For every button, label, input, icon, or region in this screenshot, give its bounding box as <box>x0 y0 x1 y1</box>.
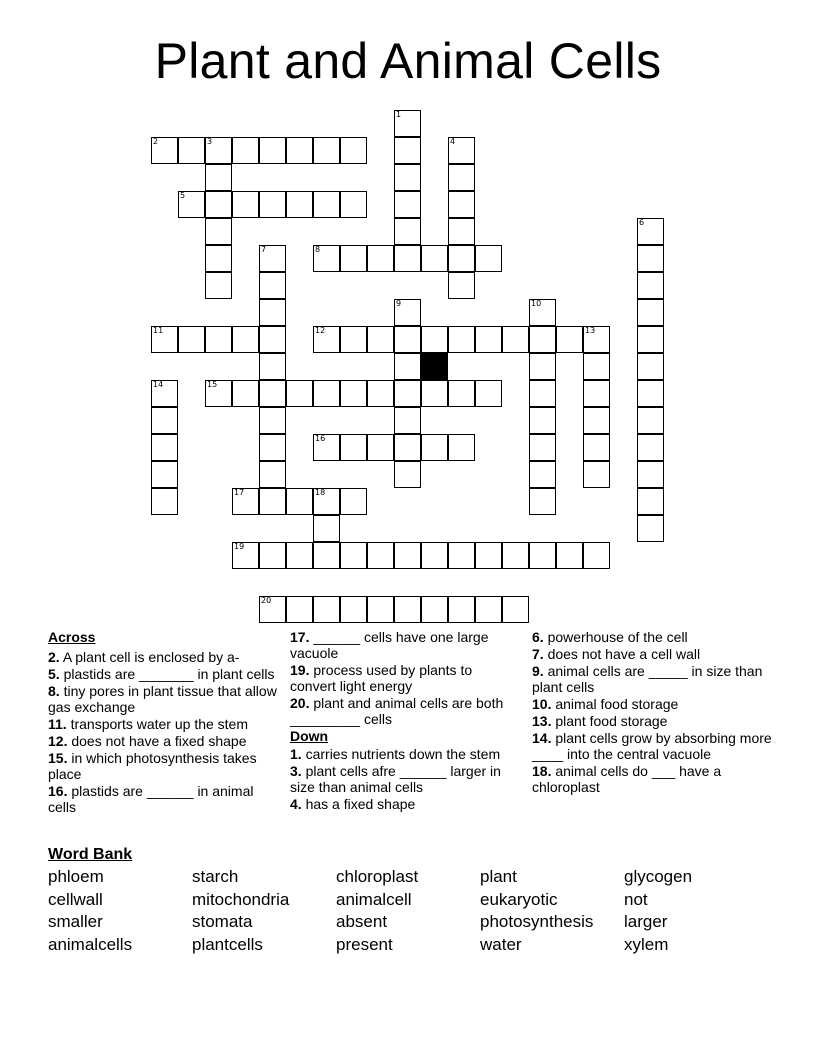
crossword-cell[interactable] <box>232 380 259 407</box>
clue-number: 7 <box>261 245 267 254</box>
crossword-cell[interactable] <box>259 299 286 326</box>
crossword-cell[interactable] <box>421 434 448 461</box>
crossword-cell[interactable] <box>232 137 259 164</box>
crossword-cell[interactable] <box>313 542 340 569</box>
down-clue <box>532 730 772 762</box>
crossword-cell[interactable] <box>502 596 529 623</box>
crossword-cell[interactable] <box>205 191 232 218</box>
word-bank-word: animalcell <box>336 889 412 909</box>
clue-text: tiny pores in plant tissue that allow gas exchange <box>48 683 277 715</box>
across-clue <box>290 629 516 661</box>
clue-number: 18. <box>532 763 552 779</box>
clue-number: 19 <box>234 542 245 551</box>
crossword-cell[interactable] <box>178 326 205 353</box>
crossword-cell[interactable] <box>313 326 340 353</box>
down-clue <box>290 746 516 762</box>
crossword-cell[interactable] <box>637 434 664 461</box>
clue-number: 18 <box>315 488 326 497</box>
crossword-cell[interactable] <box>286 191 313 218</box>
crossword-cell[interactable] <box>583 380 610 407</box>
crossword-cell[interactable] <box>259 461 286 488</box>
down-clue <box>290 763 516 795</box>
clue-number: 14. <box>532 730 552 746</box>
crossword-cell[interactable] <box>529 299 556 326</box>
crossword-cell[interactable] <box>475 245 502 272</box>
word-bank-word: present <box>336 934 393 954</box>
crossword-cell[interactable] <box>637 299 664 326</box>
crossword-cell[interactable] <box>340 596 367 623</box>
clue-number: 16 <box>315 434 326 443</box>
clue-text: plant food storage <box>555 713 668 729</box>
crossword-cell[interactable] <box>529 488 556 515</box>
clue-text: plant cells grow by absorbing more ____ into the central vacuole <box>532 730 772 762</box>
crossword-cell[interactable] <box>313 191 340 218</box>
crossword-cell[interactable] <box>637 272 664 299</box>
clue-number: 14 <box>153 380 164 389</box>
crossword-cell[interactable] <box>313 488 340 515</box>
crossword-cell[interactable] <box>394 245 421 272</box>
crossword-cell[interactable] <box>394 407 421 434</box>
crossword-cell[interactable] <box>205 218 232 245</box>
crossword-cell[interactable] <box>313 596 340 623</box>
across-heading: Across <box>48 629 96 645</box>
crossword-cell[interactable] <box>205 380 232 407</box>
blocked-cell <box>421 353 448 380</box>
crossword-cell[interactable] <box>178 137 205 164</box>
crossword-cell[interactable] <box>583 542 610 569</box>
crossword-cell[interactable] <box>448 272 475 299</box>
crossword-cell[interactable] <box>151 488 178 515</box>
word-bank-word: cellwall <box>48 889 103 909</box>
clue-number: 6 <box>639 218 645 227</box>
clue-column-1 <box>48 629 280 816</box>
crossword-cell[interactable] <box>367 326 394 353</box>
clue-text: ______ cells have one large vacuole <box>290 629 489 661</box>
crossword-cell[interactable] <box>178 191 205 218</box>
clue-text: in which photosynthesis takes place <box>48 750 257 782</box>
crossword-cell[interactable] <box>448 191 475 218</box>
crossword-cell[interactable] <box>448 245 475 272</box>
crossword-cell[interactable] <box>259 488 286 515</box>
crossword-cell[interactable] <box>394 353 421 380</box>
crossword-cell[interactable] <box>151 380 178 407</box>
across-clue <box>48 716 280 732</box>
crossword-cell[interactable] <box>340 191 367 218</box>
crossword-cell[interactable] <box>556 542 583 569</box>
crossword-cell[interactable] <box>448 164 475 191</box>
across-clue <box>48 750 280 782</box>
across-clue <box>290 695 516 727</box>
crossword-cell[interactable] <box>529 407 556 434</box>
clue-number: 17 <box>234 488 245 497</box>
crossword-cell[interactable] <box>448 137 475 164</box>
clue-text: plant and animal cells are both _________ cells <box>290 695 504 727</box>
word-bank-word: plantcells <box>192 934 263 954</box>
crossword-cell[interactable] <box>205 272 232 299</box>
crossword-cell[interactable] <box>340 542 367 569</box>
crossword-cell[interactable] <box>151 434 178 461</box>
down-clue <box>532 713 772 729</box>
clue-text: carries nutrients down the stem <box>305 746 501 762</box>
clue-text: does not have a cell wall <box>547 646 701 662</box>
crossword-cell[interactable] <box>529 326 556 353</box>
clue-text: powerhouse of the cell <box>547 629 688 645</box>
crossword-cell[interactable] <box>313 380 340 407</box>
crossword-cell[interactable] <box>259 245 286 272</box>
word-bank-word: photosynthesis <box>480 912 594 931</box>
clue-text: plastids are _______ in plant cells <box>63 666 275 682</box>
down-clue <box>532 696 772 712</box>
word-bank-word: larger <box>624 912 668 931</box>
crossword-cell[interactable] <box>286 596 313 623</box>
crossword-cell[interactable] <box>232 191 259 218</box>
clue-text: plant cells afre ______ larger in size than animal cells <box>290 763 501 795</box>
crossword-cell[interactable] <box>583 407 610 434</box>
crossword-cell[interactable] <box>475 596 502 623</box>
crossword-cell[interactable] <box>367 245 394 272</box>
crossword-cell[interactable] <box>151 461 178 488</box>
clue-number: 2 <box>153 137 159 146</box>
word-bank-word: phloem <box>48 867 104 886</box>
clue-number: 3 <box>207 137 213 146</box>
clue-number: 3. <box>290 763 302 779</box>
crossword-cell[interactable] <box>475 542 502 569</box>
crossword-cell[interactable] <box>232 542 259 569</box>
crossword-cell[interactable] <box>151 326 178 353</box>
clue-text: animal food storage <box>555 696 679 712</box>
clue-text: transports water up the stem <box>70 716 249 732</box>
word-bank-word: starch <box>192 867 239 886</box>
crossword-cell[interactable] <box>205 164 232 191</box>
clue-number: 17. <box>290 629 310 645</box>
crossword-cell[interactable] <box>340 380 367 407</box>
clue-number: 10. <box>532 696 552 712</box>
word-bank-word: absent <box>336 912 388 931</box>
crossword-cell[interactable] <box>394 191 421 218</box>
clue-number: 1 <box>396 110 402 119</box>
crossword-cell[interactable] <box>637 353 664 380</box>
word-bank-word: not <box>624 889 648 909</box>
crossword-cell[interactable] <box>340 137 367 164</box>
crossword-cell[interactable] <box>394 434 421 461</box>
crossword-cell[interactable] <box>637 218 664 245</box>
crossword-cell[interactable] <box>340 245 367 272</box>
crossword-cell[interactable] <box>340 434 367 461</box>
crossword-cell[interactable] <box>394 164 421 191</box>
clue-text: plastids are ______ in animal cells <box>48 783 254 815</box>
clue-column-3 <box>532 629 772 796</box>
crossword-cell[interactable] <box>637 515 664 542</box>
clue-text: animal cells do ___ have a chloroplast <box>532 763 722 795</box>
word-bank-heading: Word Bank <box>48 846 133 863</box>
crossword-cell[interactable] <box>556 326 583 353</box>
word-bank-word: eukaryotic <box>480 889 558 909</box>
crossword-cell[interactable] <box>394 218 421 245</box>
crossword-cell[interactable] <box>583 353 610 380</box>
crossword-cell[interactable] <box>394 299 421 326</box>
down-heading: Down <box>290 728 329 744</box>
crossword-cell[interactable] <box>205 326 232 353</box>
crossword-cell[interactable] <box>313 245 340 272</box>
clue-number: 12 <box>315 326 326 335</box>
crossword-cell[interactable] <box>475 380 502 407</box>
clue-number: 13. <box>532 713 552 729</box>
clue-number: 11. <box>48 716 67 732</box>
crossword-cell[interactable] <box>475 326 502 353</box>
clue-number: 15 <box>207 380 218 389</box>
down-clue <box>532 663 772 695</box>
clue-number: 20 <box>261 596 272 605</box>
crossword-cell[interactable] <box>529 542 556 569</box>
word-bank-word: mitochondria <box>192 889 290 909</box>
crossword-cell[interactable] <box>529 353 556 380</box>
crossword-cell[interactable] <box>205 245 232 272</box>
clue-number: 8 <box>315 245 321 254</box>
crossword-cell[interactable] <box>367 596 394 623</box>
clue-number: 8. <box>48 683 60 699</box>
crossword-cell[interactable] <box>448 326 475 353</box>
down-clue <box>532 629 772 645</box>
clue-number: 4. <box>290 796 302 812</box>
crossword-cell[interactable] <box>448 596 475 623</box>
crossword-cell[interactable] <box>394 461 421 488</box>
crossword-cell[interactable] <box>448 380 475 407</box>
crossword-cell[interactable] <box>313 137 340 164</box>
down-clue <box>532 763 772 795</box>
crossword-cell[interactable] <box>286 137 313 164</box>
crossword-cell[interactable] <box>259 353 286 380</box>
across-clue <box>48 683 280 715</box>
crossword-cell[interactable] <box>367 380 394 407</box>
crossword-cell[interactable] <box>259 434 286 461</box>
crossword-cell[interactable] <box>232 488 259 515</box>
crossword-cell[interactable] <box>502 542 529 569</box>
clue-number: 10 <box>531 299 542 308</box>
crossword-cell[interactable] <box>151 407 178 434</box>
crossword-cell[interactable] <box>448 218 475 245</box>
crossword-cell[interactable] <box>367 434 394 461</box>
crossword-cell[interactable] <box>448 542 475 569</box>
crossword-cell[interactable] <box>340 488 367 515</box>
clue-number: 9 <box>396 299 402 308</box>
crossword-cell[interactable] <box>502 326 529 353</box>
crossword-cell[interactable] <box>421 596 448 623</box>
clue-text: does not have a fixed shape <box>71 733 247 749</box>
clue-number: 5 <box>180 191 186 200</box>
clue-number: 5. <box>48 666 60 682</box>
clue-number: 15. <box>48 750 68 766</box>
word-bank-word: stomata <box>192 912 253 931</box>
crossword-cell[interactable] <box>529 434 556 461</box>
crossword-cell[interactable] <box>205 137 232 164</box>
crossword-cell[interactable] <box>259 596 286 623</box>
crossword-cell[interactable] <box>448 434 475 461</box>
word-bank-word: water <box>480 934 522 954</box>
crossword-cell[interactable] <box>421 380 448 407</box>
word-bank-word: smaller <box>48 912 103 931</box>
crossword-cell[interactable] <box>529 461 556 488</box>
crossword-cell[interactable] <box>394 110 421 137</box>
word-bank <box>48 867 788 957</box>
clue-number: 4 <box>450 137 456 146</box>
crossword-cell[interactable] <box>259 380 286 407</box>
crossword-cell[interactable] <box>529 380 556 407</box>
clue-text: animal cells are _____ in size than plant cells <box>532 663 763 695</box>
crossword-cell[interactable] <box>583 434 610 461</box>
clue-number: 19. <box>290 662 310 678</box>
across-clue <box>290 662 516 694</box>
word-bank-word: xylem <box>624 934 669 954</box>
clue-number: 20. <box>290 695 310 711</box>
crossword-cell[interactable] <box>583 326 610 353</box>
clue-number: 13 <box>585 326 596 335</box>
down-clue <box>532 646 772 662</box>
word-bank-word: chloroplast <box>336 867 419 886</box>
crossword-cell[interactable] <box>259 326 286 353</box>
crossword-cell[interactable] <box>286 542 313 569</box>
crossword-cell[interactable] <box>286 380 313 407</box>
crossword-cell[interactable] <box>637 380 664 407</box>
clue-number: 11 <box>153 326 164 335</box>
crossword-cell[interactable] <box>583 461 610 488</box>
word-bank-word: plant <box>480 867 517 886</box>
clue-number: 16. <box>48 783 68 799</box>
clue-text: A plant cell is enclosed by a- <box>62 649 240 665</box>
crossword-cell[interactable] <box>637 245 664 272</box>
across-clue <box>48 649 280 665</box>
clue-number: 9. <box>532 663 544 679</box>
crossword-cell[interactable] <box>340 326 367 353</box>
crossword-cell[interactable] <box>286 488 313 515</box>
down-clue <box>290 796 516 812</box>
crossword-cell[interactable] <box>421 542 448 569</box>
crossword-cell[interactable] <box>637 461 664 488</box>
crossword-cell[interactable] <box>259 272 286 299</box>
crossword-cell[interactable] <box>259 407 286 434</box>
clue-text: process used by plants to convert light energy <box>290 662 473 694</box>
crossword-cell[interactable] <box>259 191 286 218</box>
crossword-cell[interactable] <box>637 407 664 434</box>
word-bank-word: glycogen <box>624 867 693 886</box>
across-clue <box>48 733 280 749</box>
crossword-cell[interactable] <box>259 137 286 164</box>
word-bank-word: animalcells <box>48 934 133 954</box>
crossword-cell[interactable] <box>259 542 286 569</box>
crossword-cell[interactable] <box>394 137 421 164</box>
crossword-cell[interactable] <box>232 326 259 353</box>
crossword-cell[interactable] <box>367 542 394 569</box>
crossword-cell[interactable] <box>421 326 448 353</box>
crossword-cell[interactable] <box>394 542 421 569</box>
crossword-cell[interactable] <box>421 245 448 272</box>
crossword-cell[interactable] <box>151 137 178 164</box>
crossword-cell[interactable] <box>394 380 421 407</box>
crossword-cell[interactable] <box>394 326 421 353</box>
crossword-cell[interactable] <box>313 434 340 461</box>
clue-column-2 <box>290 629 516 813</box>
clue-number: 1. <box>290 746 302 762</box>
crossword-cell[interactable] <box>313 515 340 542</box>
across-clue <box>48 666 280 682</box>
crossword-cell[interactable] <box>637 488 664 515</box>
crossword-cell[interactable] <box>637 326 664 353</box>
across-clue <box>48 783 280 815</box>
page-title: Plant and Animal Cells <box>154 33 662 89</box>
clue-number: 12. <box>48 733 68 749</box>
crossword-cell[interactable] <box>394 596 421 623</box>
clue-number: 2. <box>48 649 60 665</box>
clue-text: has a fixed shape <box>305 796 416 812</box>
clue-number: 7. <box>532 646 544 662</box>
clue-number: 6. <box>532 629 544 645</box>
